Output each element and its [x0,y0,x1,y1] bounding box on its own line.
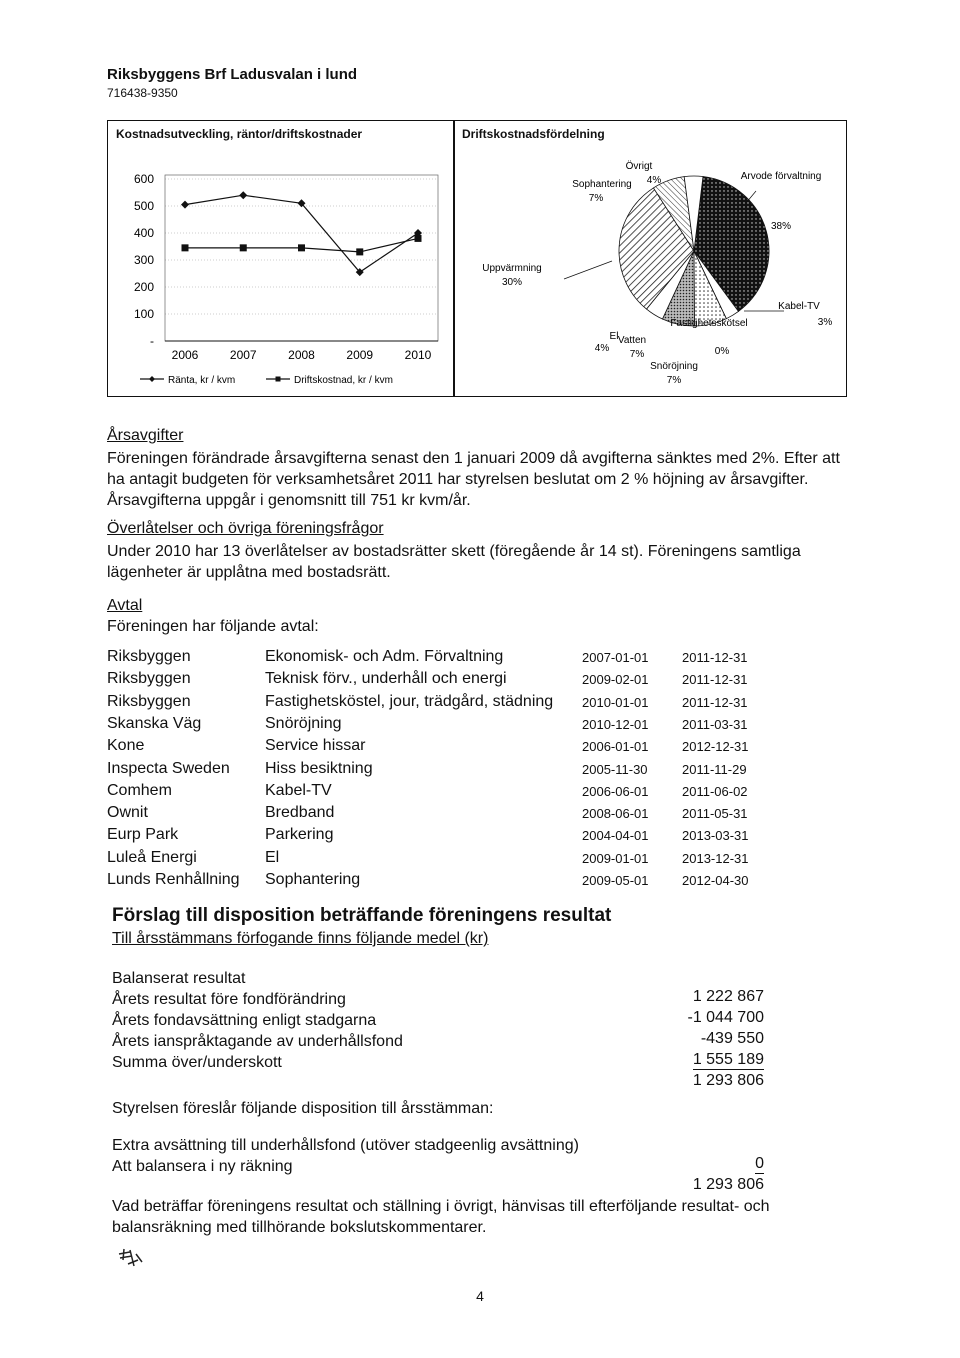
avtal-party: Inspecta Sweden [107,759,230,777]
data-point-diamond [181,201,189,209]
avtal-start-date: 2009-05-01 [582,873,649,888]
line-chart-panel [107,120,455,397]
legend-label: Ränta, kr / kvm [168,375,236,386]
avtal-start-date: 2009-01-01 [582,850,649,866]
data-point-square [415,235,422,242]
avtal-end-date: 2011-03-31 [682,716,748,732]
leader-line [564,261,612,279]
y-tick-label: 600 [133,172,154,186]
pie-slice-percent: 3% [817,317,833,328]
avtal-party: Skanska Väg [107,714,202,732]
page-number: 4 [476,1288,484,1304]
pie-chart-panel [453,120,847,397]
avtal-row [107,670,767,691]
pie-slice-percent: 7% [666,375,682,386]
pie-slice-label: Snöröjning [650,361,698,372]
data-point-square [298,244,305,251]
x-tick-label: 2009 [346,348,374,362]
data-point-square [356,248,363,255]
result-value: 1 555 189 [692,1051,764,1068]
avtal-party: Lunds Renhållning [107,871,240,888]
avtal-end-date: 2011-11-29 [682,761,747,777]
line-chart [108,121,454,396]
overlatelser-heading: Överlåtelser och övriga föreningsfrågor [107,520,384,537]
pie-slice-label: Vatten [617,335,647,346]
avtal-row [107,849,767,870]
result-value: -1 044 700 [687,1009,764,1026]
legend-label: Driftskostnad, kr / kvm [294,375,393,386]
pie-slice-label: Arvode förvaltning [740,171,822,182]
result-label: Årets ianspråktagande av underhållsfond [112,1033,403,1050]
avtal-end-date: 2011-12-31 [682,672,748,688]
avtal-start-date: 2010-12-01 [582,716,649,732]
x-tick-label: 2010 [404,348,432,362]
avtal-start-date: 2009-02-01 [582,672,649,688]
avtal-start-date: 2005-11-30 [582,761,648,777]
pie-chart [454,121,846,396]
result-value: -439 550 [700,1030,764,1047]
result-label: Balanserat resultat [112,970,246,987]
pie-slice-percent: 4% [646,175,662,186]
avtal-service: Fastighetsköstel, jour, trädgård, städning [265,692,554,710]
avtal-service: Hiss besiktning [265,759,373,777]
disposition-label: Att balansera i ny räkning [112,1158,293,1175]
pie-slice-percent: 7% [588,193,604,204]
avtal-row [107,715,767,736]
pie-slice-percent: 4% [594,343,610,354]
pie-slice-label: Kabel-TV [778,301,820,312]
data-point-diamond [239,191,247,199]
data-point-square [240,244,247,251]
org-number: 716438-9350 [107,86,178,100]
x-tick-label: 2008 [288,348,315,362]
pie-chart-title: Driftskostnadsfördelning [462,127,605,141]
avtal-service: Sophantering [265,871,361,888]
avtal-end-date: 2011-12-31 [682,650,748,665]
avtal-service: Bredband [265,804,335,822]
avtal-end-date: 2013-12-31 [682,850,749,866]
avtal-end-date: 2011-12-31 [682,694,748,710]
avtal-party: Riksbyggen [107,670,191,688]
disposition-label: Extra avsättning till underhållsfond (utöver stadgeenlig avsättning) [112,1137,579,1154]
data-point-square [182,244,189,251]
y-tick-label: 500 [133,199,154,213]
avtal-party: Riksbyggen [107,648,191,665]
avtal-party: Ownit [107,804,148,822]
avtal-end-date: 2013-03-31 [682,828,749,844]
avtal-start-date: 2007-01-01 [582,650,649,665]
avtal-service: Ekonomisk- och Adm. Förvaltning [265,648,504,665]
avtal-end-date: 2012-12-31 [682,739,749,755]
proposal-intro: Styrelsen föreslår följande disposition till årsstämman: [112,1100,494,1117]
disposition-row [112,1158,764,1193]
avtal-row [107,826,767,847]
avtal-start-date: 2006-01-01 [582,739,649,755]
avtal-party: Eurp Park [107,826,179,844]
avtal-row [107,804,767,825]
avtal-intro: Föreningen har följande avtal: [107,618,319,635]
signature-mark [116,1246,146,1270]
avtal-party: Luleå Energi [107,848,197,866]
y-tick-label: 300 [133,253,154,267]
avtal-start-date: 2006-06-01 [582,783,649,799]
avtal-start-date: 2004-04-01 [582,828,649,844]
y-tick-label: 100 [133,307,154,321]
pie-slice-label: El [609,331,619,342]
avtal-heading: Avtal [107,597,143,614]
forslag-subheading: Till årsstämmans förfogande finns följande medel (kr) [112,930,489,947]
pie-slice-label: Uppvärmning [482,263,542,274]
avtal-party: Kone [107,737,145,755]
arsavgifter-text: Föreningen förändrade årsavgifterna senast den 1 januari 2009 då avgifterna sänktes med 2%. Efter att ha antagit budgeten för verksamhetsåret 2011 har styrelsen beslutat om 2 % höjning av årsavgifter. Årsavgifterna uppgår i genomsnitt till 751 kr kvm/år. [107,450,840,509]
y-tick-label: 200 [133,280,154,294]
avtal-row [107,871,767,892]
avtal-row [107,760,767,781]
avtal-party: Riksbyggen [107,692,191,710]
avtal-row [107,737,767,758]
legend-marker [149,376,155,382]
x-tick-label: 2007 [229,348,257,362]
avtal-row [107,693,767,714]
avtal-row [107,648,767,669]
pie-slice-label: Sophantering [572,179,632,190]
result-value: 1 293 806 [692,1072,764,1089]
avtal-service: El [265,848,280,866]
x-tick-label: 2006 [171,348,199,362]
disposition-value: 1 293 806 [692,1176,764,1193]
avtal-service: Service hissar [265,737,366,755]
avtal-service: Kabel-TV [265,781,332,799]
forslag-heading: Förslag till disposition beträffande föreningens resultat [112,905,612,926]
pie-slice-label: Fastighetsskötsel [670,318,748,329]
document-title: Riksbyggens Brf Ladusvalan i lund [107,66,358,83]
closing-text: Vad beträffar föreningens resultat och ställning i övrigt, hänvisas till efterföljande resultat- och balansräkning med tillhörande bokslutskommentarer. [112,1198,770,1236]
result-row [112,1054,764,1089]
pie-slice-percent: 7% [629,349,645,360]
avtal-service: Parkering [265,826,334,844]
result-label: Årets fondavsättning enligt stadgarna [112,1012,377,1029]
disposition-value: 0 [755,1155,764,1172]
arsavgifter-heading: Årsavgifter [107,427,184,444]
line-chart-title: Kostnadsutveckling, räntor/driftskostnader [116,127,363,141]
avtal-start-date: 2010-01-01 [582,694,649,710]
avtal-end-date: 2011-06-02 [682,783,748,799]
avtal-row [107,782,767,803]
avtal-service: Teknisk förv., underhåll och energi [265,670,507,688]
result-value: 1 222 867 [692,988,764,1005]
legend-marker [276,377,281,382]
result-label: Årets resultat före fondförändring [112,991,346,1008]
y-tick-label: 400 [133,226,154,240]
pie-slice-percent: 0% [714,346,730,357]
avtal-end-date: 2011-05-31 [682,806,748,822]
pie-slice-percent: 30% [501,277,523,288]
avtal-party: Comhem [107,781,172,799]
avtal-end-date: 2012-04-30 [682,873,749,888]
leader-line [746,191,756,203]
result-label: Summa över/underskott [112,1054,282,1071]
avtal-start-date: 2008-06-01 [582,806,649,822]
avtal-service: Snöröjning [265,714,342,732]
overlatelser-text: Under 2010 har 13 överlåtelser av bostadsrätter skett (föregående år 14 st). Föreningens samtliga lägenheter är upplåtna med bostadsrätt. [107,543,801,581]
y-tick-label: - [150,334,154,348]
pie-slice-label: Övrigt [625,161,653,172]
pie-slice-percent: 38% [770,221,792,232]
